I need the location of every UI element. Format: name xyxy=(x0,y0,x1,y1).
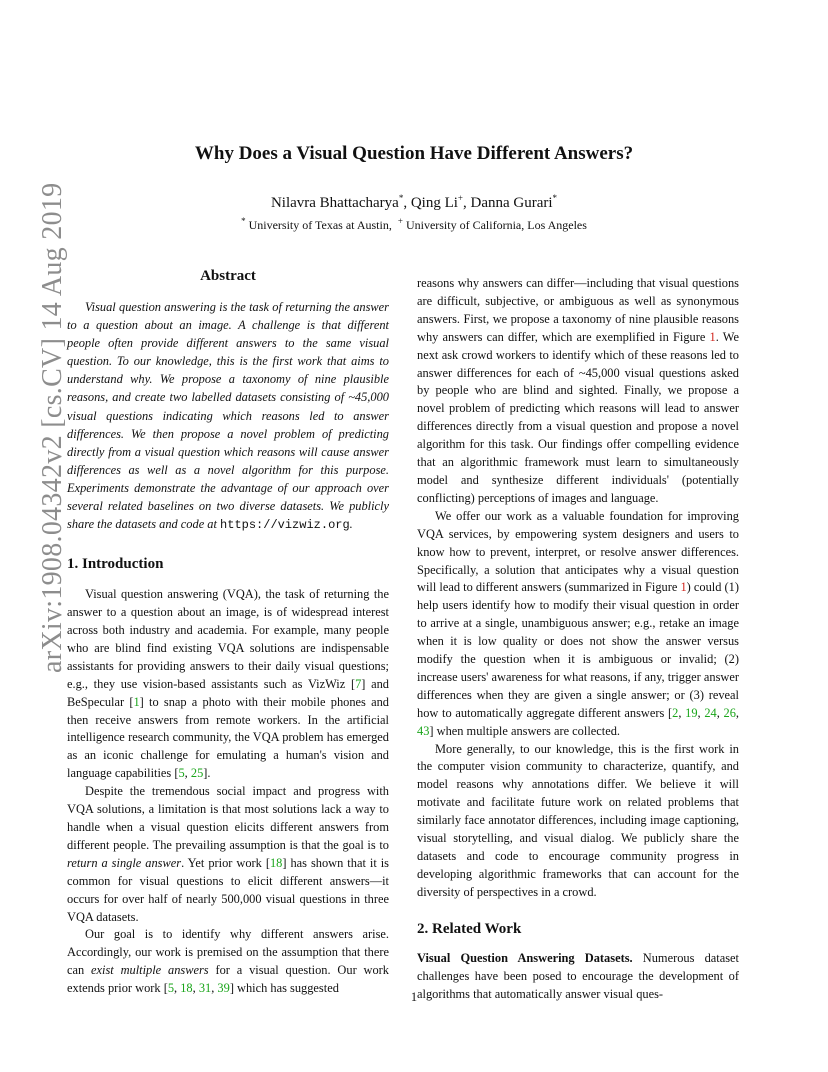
right-paragraph-2 xyxy=(417,508,739,741)
section-heading-related-work: 2. Related Work xyxy=(417,920,522,937)
abstract-end: . xyxy=(349,517,353,532)
citation-link[interactable]: 1 xyxy=(133,694,140,709)
text-run: , xyxy=(192,981,199,996)
affiliation-list: * University of Texas at Austin, + University of California, Los Angeles xyxy=(241,216,587,232)
dataset-url-link[interactable]: https://vizwiz.org xyxy=(220,518,350,533)
text-run: We offer our work as a valuable foundation for improving VQA services, by empowering system designers and users to know how to prevent, interpret, or resolve answer differences. Specifically, a solution that anticipates why a visual question will lead to different answers (summarized in Figure xyxy=(417,508,739,595)
affiliation-name: University of California, Los Angeles xyxy=(405,218,587,232)
text-run: ) could (1) help users identify how to modify their visual question in order to arrive at a single, unambiguous answer; e.g., retake an image when it is low quality or does not show the answer versus modify the question when it is ambiguous or invalid; (2) increase users' awareness for what reasons, if any, trigger answer differences when they are given a single answer; or (3) reveal how to automatically aggregate different answers [ xyxy=(417,580,739,720)
citation-link[interactable]: 18 xyxy=(269,855,283,870)
intro-paragraph-3 xyxy=(67,926,389,998)
citation-link[interactable]: 5 xyxy=(178,766,185,781)
figure-reference-link[interactable]: 1 xyxy=(680,580,687,595)
text-run: , xyxy=(678,705,686,720)
author-mark: * xyxy=(552,193,558,203)
text-run: , xyxy=(716,705,724,720)
text-run: . Yet prior work [ xyxy=(181,855,270,870)
text-run: , xyxy=(184,766,191,781)
paper-title: Why Does a Visual Question Have Different Answers? xyxy=(194,143,634,164)
right-paragraph-1 xyxy=(417,275,739,508)
author-name: Nilavra Bhattacharya xyxy=(270,195,399,211)
intro-paragraph-2 xyxy=(67,783,389,926)
text-run: Our goal is to identify why different answers arise. Accordingly, our work is premised on the assumption that there can xyxy=(67,927,389,978)
citation-link[interactable]: 43 xyxy=(417,723,430,738)
affiliation-mark: + xyxy=(397,216,403,226)
left-column xyxy=(67,268,389,998)
text-run: reasons why answers can differ—including that visual questions are difficult, subjective, or ambiguous as well as synonymous answers. First, we propose a taxonomy of nine plausible reasons why answers can differ, which are exemplified in Figure xyxy=(417,276,739,344)
citation-link[interactable]: 18 xyxy=(180,981,193,996)
affiliation-mark: * xyxy=(241,216,246,226)
text-run: ] to snap a photo with their mobile phones and then receive answers from remote workers. In the artificial intelligence research community, the VQA problem has emerged as an iconic challenge for emulating a human's vision and language capabilities [ xyxy=(67,694,389,781)
intro-paragraph-1 xyxy=(67,586,389,783)
text-run: . We next ask crowd workers to identify which of these reasons led to answer differences for each of ~45,000 visual questions asked by people who are blind and sighted. Finally, we propose a novel problem of predicting which reasons will lead to answer differences directly from a visual question and propose a novel algorithm for this task. Our findings offer compelling evidence that an algorithmic framework must learn to simultaneously model and synthesize different individuals' (potentially conflicting) perceptions of images and language. xyxy=(417,329,739,505)
citation-link[interactable]: 7 xyxy=(355,676,362,691)
text-run: , xyxy=(735,705,740,720)
run-in-heading: Visual Question Answering Datasets. xyxy=(417,950,633,965)
text-run: ] has shown that it is common for visual questions to elicit different answers—it occurs for over half of nearly 500,000 visual questions in three VQA datasets. xyxy=(67,855,390,924)
section-heading-introduction: 1. Introduction xyxy=(67,556,164,573)
text-run: Despite the tremendous social impact and progress with VQA solutions, a limitation is that most solutions lack a way to handle when a visual question elicits different answers from different people. The prevailing assumption is that the goal is to xyxy=(67,784,389,852)
abstract-body: Visual question answering is the task of returning the answer to a question about an image. A challenge is that different people often provide different answers to the same visual question. To our knowledge, this is the first work that aims to understand why. We propose a taxonomy of nine plausible reasons, and create two labelled datasets consisting of ~45,000 visual questions indicating which reasons led to answer differences. We then propose a novel problem of predicting directly from a visual question which reasons will cause answer differences as well as a novel algorithm for this purpose. Experiments demonstrate the advantage of our approach over several related baselines on two diverse datasets. We publicly share the datasets and code at xyxy=(67,300,389,532)
abstract-text xyxy=(67,298,389,534)
text-run: , xyxy=(697,705,705,720)
text-run: Visual question answering (VQA), the task of returning the answer to a question about an image, is of widespread interest across both industry and academia. For example, many people who are blind find existing VQA solutions are indispensable assistants for providing answers to their daily visual questions; e.g., they use vision-based assistants such as VizWiz [ xyxy=(67,587,389,691)
abstract-heading: Abstract xyxy=(200,268,256,284)
text-run: , xyxy=(174,981,181,996)
author-list: Nilavra Bhattacharya*, Qing Li+, Danna Gurari* xyxy=(270,193,558,211)
text-run: Numerous dataset challenges have been posed to encourage the development of algorithms that automatically answer visual ques- xyxy=(417,950,739,1001)
emphasis-text: exist multiple answers xyxy=(91,963,209,978)
citation-link[interactable]: 2 xyxy=(672,705,679,720)
author-mark: * xyxy=(398,193,404,203)
arxiv-identifier-stamp: arXiv:1908.04342v2 [cs.CV] 14 Aug 2019 xyxy=(37,182,68,673)
emphasis-text: return a single answer xyxy=(67,855,182,870)
text-run: ] and BeSpecular [ xyxy=(67,676,389,709)
citation-link[interactable]: 19 xyxy=(685,705,698,720)
text-run: for a visual question. Our work extends prior work [ xyxy=(67,963,389,996)
text-run: , xyxy=(211,981,218,996)
author-name: Danna Gurari xyxy=(470,195,553,211)
author-name: Qing Li xyxy=(410,195,458,211)
page-number: 1 xyxy=(410,990,418,1004)
citation-link[interactable]: 25 xyxy=(190,766,204,781)
right-column xyxy=(417,275,739,1003)
text-run: ] when multiple answers are collected. xyxy=(429,723,620,738)
affiliation-name: University of Texas at Austin xyxy=(248,218,389,232)
citation-link[interactable]: 26 xyxy=(723,705,736,720)
figure-reference-link[interactable]: 1 xyxy=(709,329,716,344)
citation-link[interactable]: 5 xyxy=(167,981,175,996)
author-mark: + xyxy=(457,193,463,203)
citation-link[interactable]: 31 xyxy=(198,981,212,996)
text-run: ] which has suggested xyxy=(229,981,339,996)
citation-link[interactable]: 39 xyxy=(217,981,230,996)
citation-link[interactable]: 24 xyxy=(704,705,717,720)
text-run: ]. xyxy=(203,766,211,781)
right-paragraph-3: More generally, to our knowledge, this is the first work in the computer vision community to characterize, quantify, and model reasons why annotations differ. We believe it will motivate and facilitate future work on related problems that similarly face annotator differences, including image captioning, visual storytelling, and visual dialog. We publicly share the datasets and code to encourage community progress in developing algorithmic frameworks that can account for the diversity of perspectives in a crowd. xyxy=(417,741,739,899)
